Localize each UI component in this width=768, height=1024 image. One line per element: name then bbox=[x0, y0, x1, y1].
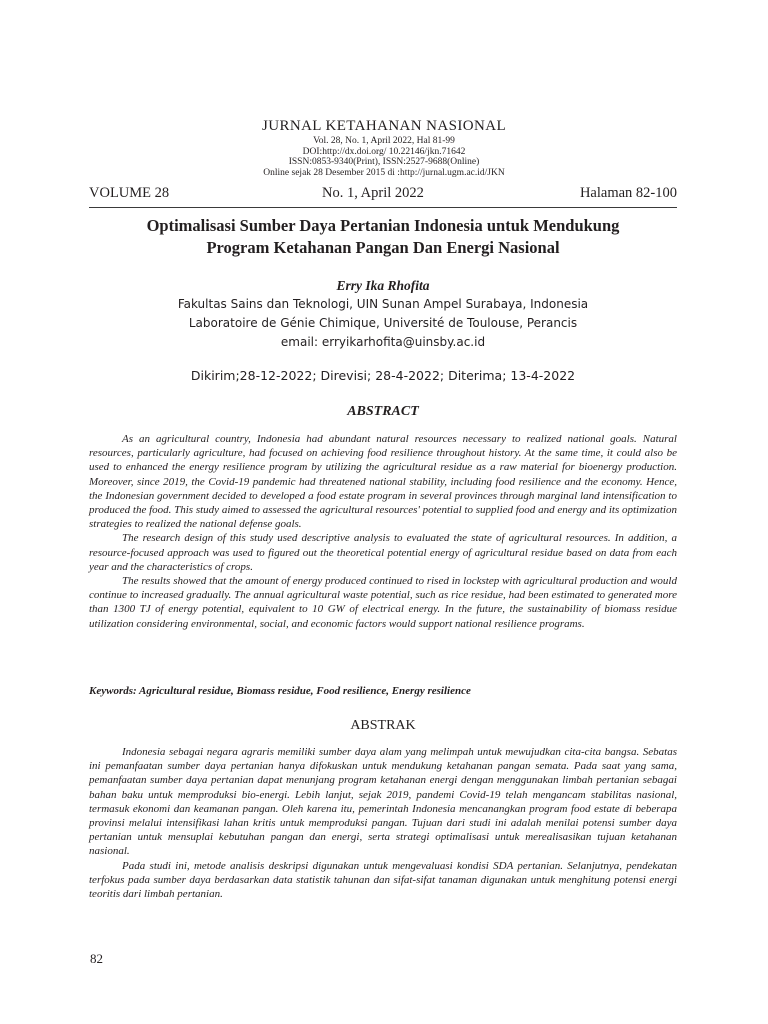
author-name: Erry Ika Rhofita bbox=[336, 278, 430, 293]
abstract-paragraph: As an agricultural country, Indonesia had abundant natural resources necessary to realized national goals. Natural resources, particularly agriculture, had focused on achieving food resilience throughout history. At the same time, it could also be used to enhanced the energy resilience program by utilizing the agricultural residue as a raw material for bioenergy production. Moreover, since 2019, the Covid-19 pandemic had threatened national stability, including food resilience and the economy. Hence, the Indonesian government decided to developed a food estate program in several provinces through marginal land intensification to produced the food. This study aimed to assessed the agricultural resources' potential to supplied food and energy and its optimization strategies to realized the national defense goals. bbox=[89, 433, 677, 531]
volume-meta: Vol. 28, No. 1, April 2022, Hal 81-99 bbox=[313, 136, 455, 146]
submission-dates: Dikirim;28-12-2022; Direvisi; 28-4-2022; Diterima; 13-4-2022 bbox=[190, 368, 576, 383]
abstrak-paragraph: Indonesia sebagai negara agraris memiliki sumber daya alam yang melimpah untuk mewujudkan cita-cita bangsa. Sebatas ini pemanfaatan sumber daya pertanian hanya difokuskan untuk mendukung ketahanan pangan semata. Pada saat yang sama, pemanfaatan sumber daya pertanian dapat menunjang program ketahanan energi dengan menggunakan limbah pertanian sebagai bahan baku untuk memproduksi bio-energi. Lebih lanjut, sejak 2019, pandemi Covid-19 telah mengancam stabilitas nasional, termasuk ekonomi dan keamanan pangan. Oleh karena itu, pemerintah Indonesia mencanangkan program food estate di beberapa provinsi melalui intensifikasi lahan kritis untuk memproduksi pangan. Tujuan dari studi ini adalah menilai potensi sumber daya pertanian untuk mensuplai kebutuhan pangan dan energi, serta strategi optimalisasi untuk merealisasikan tujuan ketahanan nasional. bbox=[89, 746, 677, 858]
keywords: Keywords: Agricultural residue, Biomass residue, Food resilience, Energy resilience bbox=[89, 685, 471, 697]
journal-header bbox=[0, 117, 768, 178]
page-number: 82 bbox=[90, 951, 103, 966]
abstract-heading: ABSTRACT bbox=[347, 404, 419, 419]
abstrak-heading: ABSTRAK bbox=[350, 718, 416, 733]
affiliation: Laboratoire de Génie Chimique, Université de Toulouse, Perancis bbox=[188, 316, 578, 330]
author-block bbox=[89, 276, 677, 352]
issue-label: No. 1, April 2022 bbox=[322, 185, 424, 201]
online-meta: Online sejak 28 Desember 2015 di :http://jurnal.ugm.ac.id/JKN bbox=[263, 167, 505, 178]
issn-meta: ISSN:0853-9340(Print), ISSN:2527-9688(Online) bbox=[288, 157, 480, 167]
pages-label: Halaman 82-100 bbox=[579, 185, 677, 201]
abstract-paragraph: The results showed that the amount of energy produced continued to rised in lockstep with agricultural production and would continue to increased gradually. The annual agricultural waste potential, such as rice residue, had been estimated to generated more than 1300 TJ of energy potential, equivalent to 10 GW of electrical energy. In the future, the sustainability of biomass residue utilization considering environmental, social, and economic factors would support national resilience programs. bbox=[89, 575, 677, 630]
author-email: email: erryikarhofita@uinsby.ac.id bbox=[280, 335, 486, 349]
article-title bbox=[89, 215, 677, 259]
article-title-line: Program Ketahanan Pangan Dan Energi Nasional bbox=[206, 238, 560, 257]
volume-bar bbox=[89, 183, 677, 208]
abstrak-paragraph: Pada studi ini, metode analisis deskripsi digunakan untuk mengevaluasi kondisi SDA pertanian. Selanjutnya, pendekatan terfokus pada sumber daya berdasarkan data statistik tahunan dan sifat-sifat tanaman digunakan untuk menghitung potensi energi teoritis dari limbah pertanian. bbox=[89, 859, 677, 901]
article-title-line: Optimalisasi Sumber Daya Pertanian Indonesia untuk Mendukung bbox=[146, 216, 620, 235]
abstrak-body bbox=[89, 745, 677, 901]
journal-title: JURNAL KETAHANAN NASIONAL bbox=[261, 118, 507, 134]
abstract-paragraph: The research design of this study used descriptive analysis to evaluated the state of agricultural resources. In addition, a resource-focused approach was used to figured out the theoretical potential energy of agricultural residue based on data from each year and the characteristics of crops. bbox=[89, 532, 677, 573]
affiliation: Fakultas Sains dan Teknologi, UIN Sunan Ampel Surabaya, Indonesia bbox=[177, 297, 589, 311]
abstract-body bbox=[89, 432, 677, 631]
doi-meta: DOI:http://dx.doi.org/ 10.22146/jkn.71642 bbox=[302, 146, 466, 157]
volume-label: VOLUME 28 bbox=[89, 185, 170, 201]
